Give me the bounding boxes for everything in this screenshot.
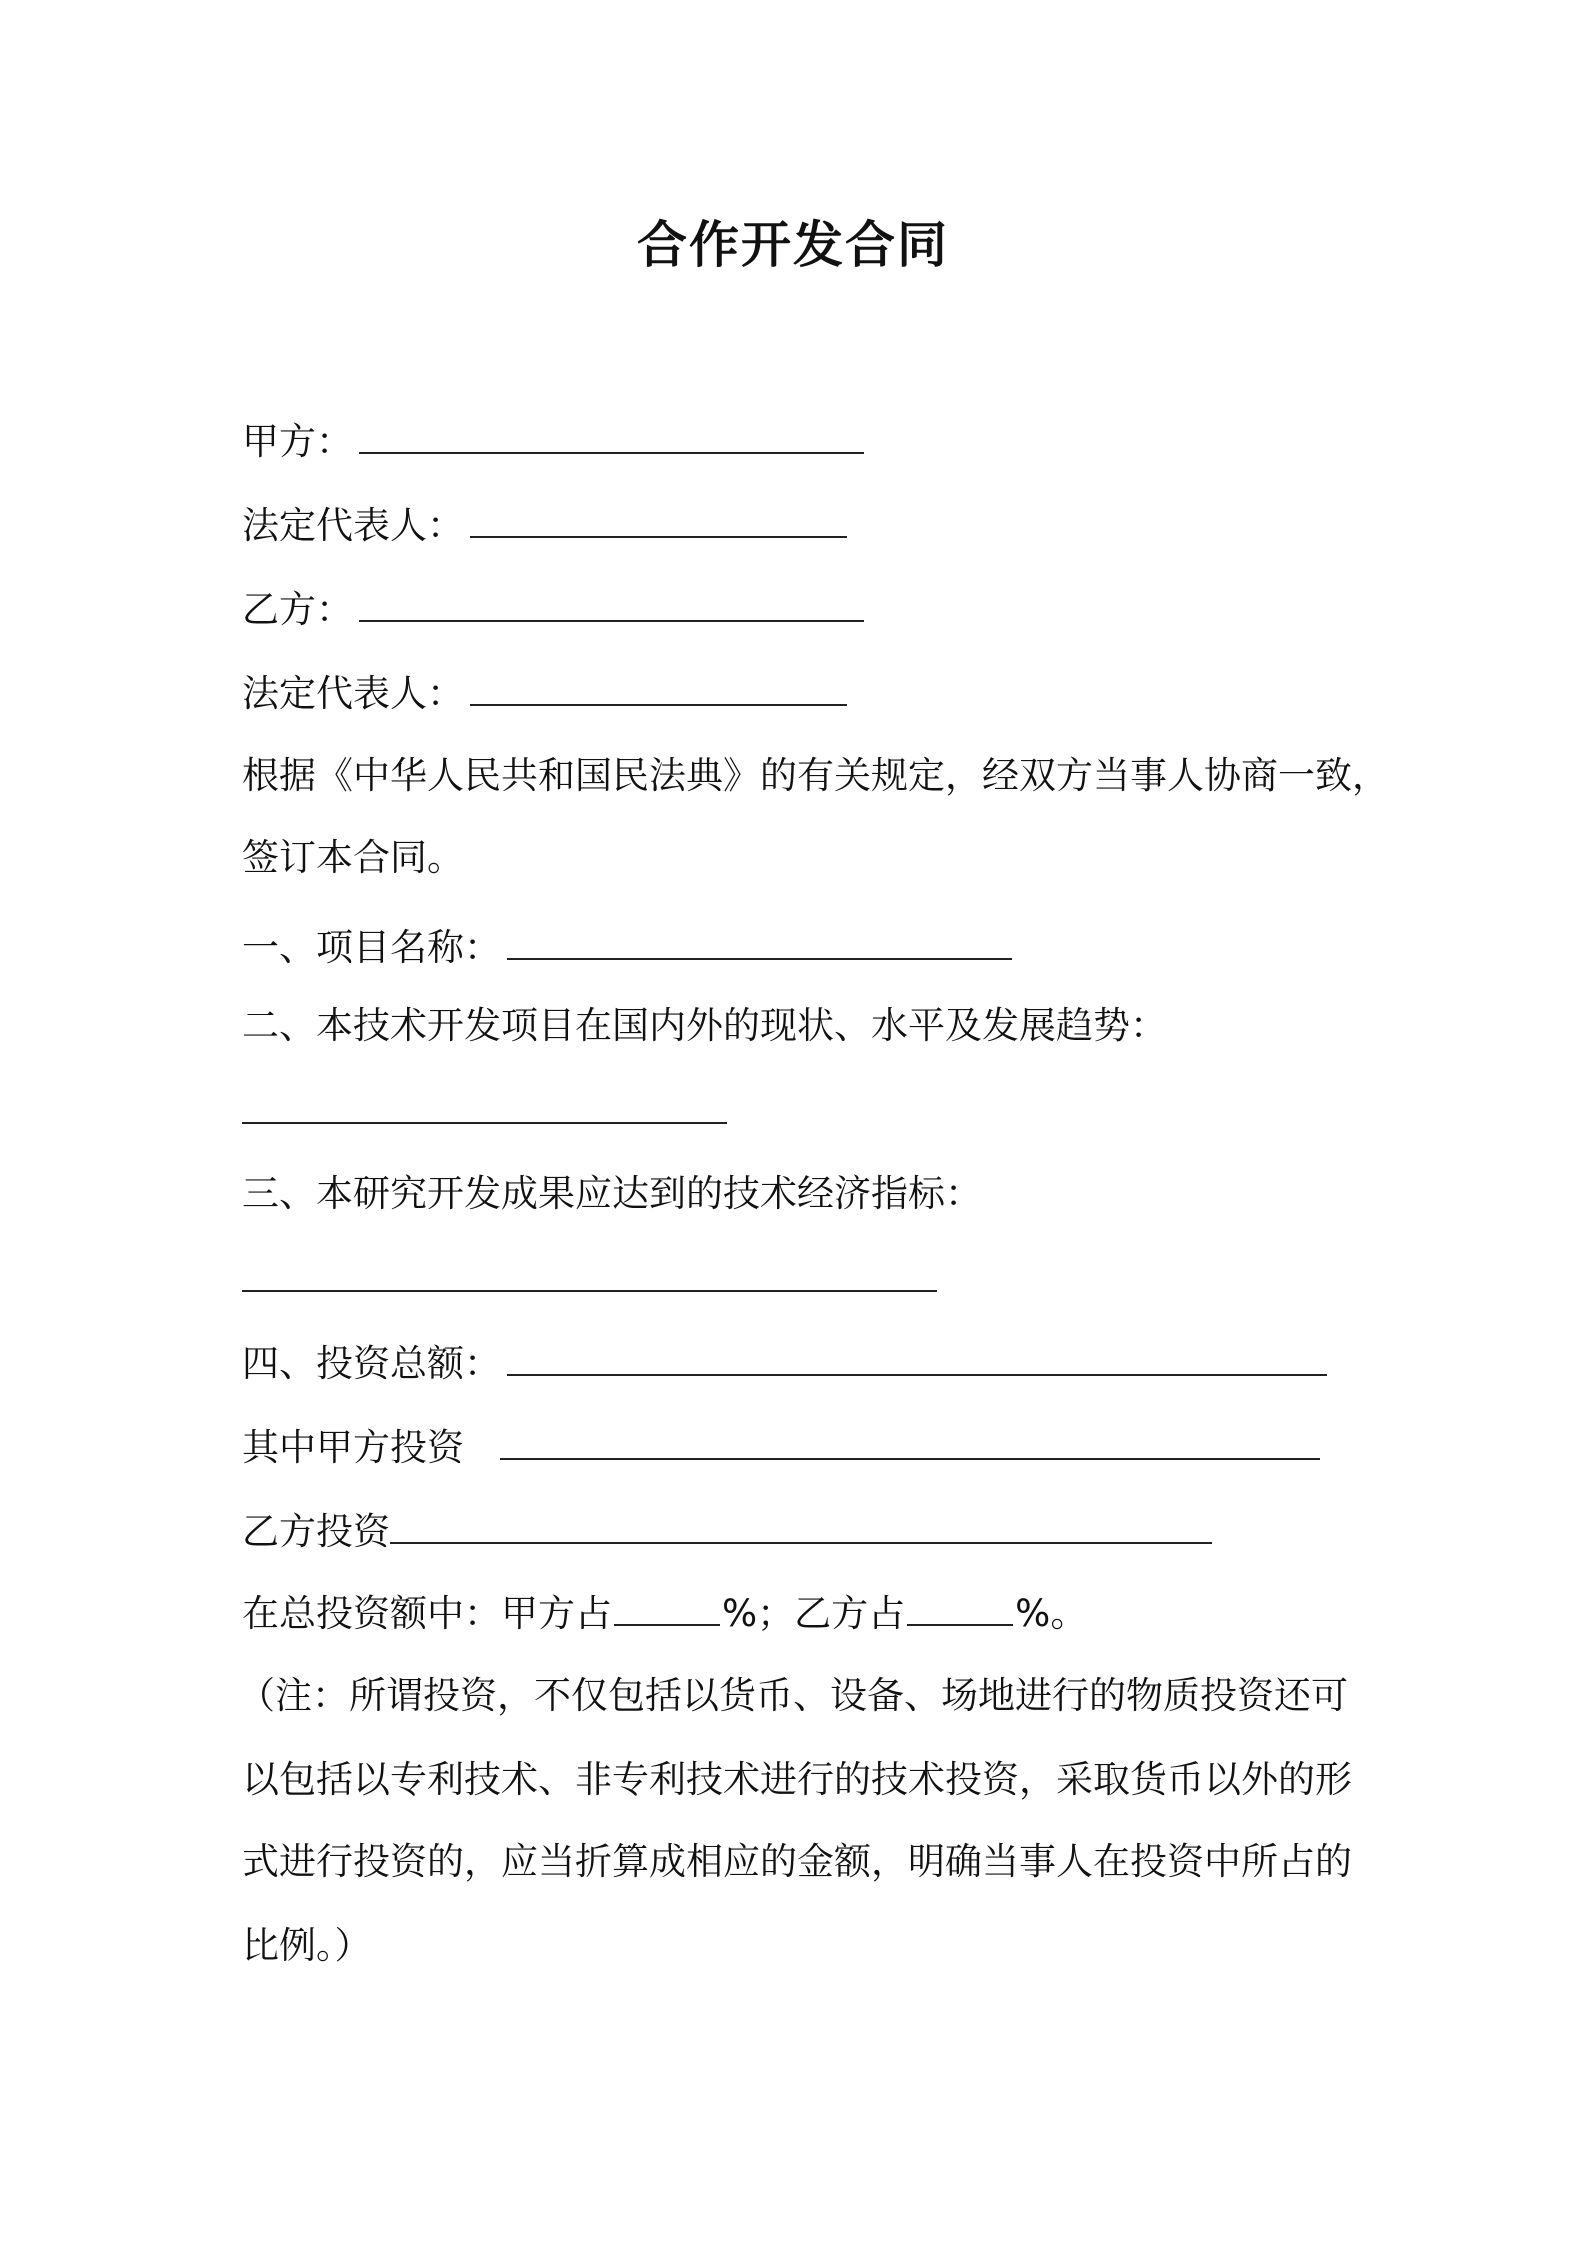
item-1-label: 一、项目名称： xyxy=(242,926,501,969)
party-b-row xyxy=(242,580,864,638)
party-b-percent-blank[interactable] xyxy=(907,1588,1013,1626)
item-2-answer-row xyxy=(242,1082,727,1140)
party-b-blank[interactable] xyxy=(359,580,864,622)
party-a-percent-blank[interactable] xyxy=(614,1588,720,1626)
item-4-row xyxy=(242,1334,1327,1392)
party-a-rep-blank[interactable] xyxy=(470,496,847,538)
note-line-1: （注：所谓投资，不仅包括以货币、设备、场地进行的物质投资还可 xyxy=(238,1674,1348,1717)
item-4-label: 四、投资总额： xyxy=(242,1342,501,1385)
party-b-label: 乙方： xyxy=(242,588,353,631)
preamble-line-2: 签订本合同。 xyxy=(242,836,464,879)
note-line-4: 比例。） xyxy=(242,1924,372,1967)
party-a-rep-label: 法定代表人： xyxy=(242,504,464,547)
document-title: 合作开发合同 xyxy=(637,216,949,274)
item-3-answer-row xyxy=(242,1250,937,1308)
total-investment-blank[interactable] xyxy=(507,1334,1327,1376)
item-3-blank[interactable] xyxy=(242,1250,937,1292)
item-2-blank[interactable] xyxy=(242,1082,727,1124)
party-a-invest-row xyxy=(242,1418,1320,1476)
item-3-label: 三、本研究开发成果应达到的技术经济指标： xyxy=(242,1172,982,1215)
party-a-invest-label: 其中甲方投资 xyxy=(242,1426,464,1469)
party-b-invest-row xyxy=(242,1502,1212,1560)
preamble-line-1: 根据《中华人民共和国民法典》的有关规定，经双方当事人协商一致， xyxy=(242,754,1389,797)
item-1-row xyxy=(242,918,1012,976)
party-b-rep-label: 法定代表人： xyxy=(242,672,464,715)
party-a-rep-row xyxy=(242,496,847,554)
project-name-blank[interactable] xyxy=(507,918,1012,960)
party-b-rep-row xyxy=(242,664,847,722)
note-line-3: 式进行投资的，应当折算成相应的金额，明确当事人在投资中所占的 xyxy=(242,1840,1352,1883)
party-a-row xyxy=(242,412,864,470)
party-b-rep-blank[interactable] xyxy=(470,664,847,706)
party-b-invest-blank[interactable] xyxy=(390,1502,1212,1544)
ratio-prefix: 在总投资额中：甲方占 xyxy=(242,1592,612,1635)
ratio-mid: %；乙方占 xyxy=(722,1592,906,1635)
ratio-suffix: %。 xyxy=(1015,1592,1088,1635)
ratio-row xyxy=(242,1586,1087,1642)
note-line-2: 以包括以专利技术、非专利技术进行的技术投资，采取货币以外的形 xyxy=(242,1758,1352,1801)
party-a-label: 甲方： xyxy=(242,420,353,463)
party-b-invest-label: 乙方投资 xyxy=(242,1510,390,1553)
item-2-label: 二、本技术开发项目在国内外的现状、水平及发展趋势： xyxy=(242,1004,1167,1047)
party-a-invest-blank[interactable] xyxy=(500,1418,1320,1460)
party-a-blank[interactable] xyxy=(359,412,864,454)
